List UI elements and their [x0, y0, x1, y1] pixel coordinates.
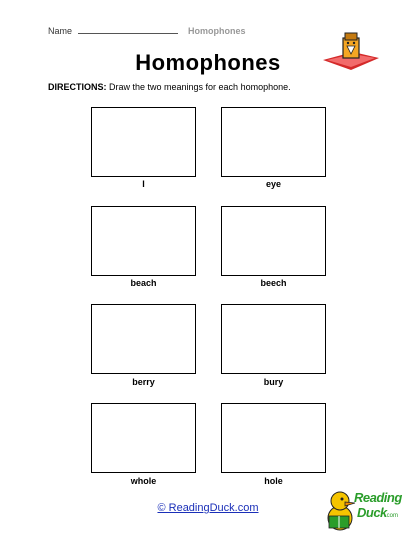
reading-duck-logo: [324, 488, 406, 534]
name-line: [78, 25, 178, 34]
word-label: hole: [264, 476, 283, 486]
drawing-box[interactable]: [91, 403, 196, 473]
word-label: eye: [265, 179, 282, 189]
directions-prefix: DIRECTIONS:: [48, 82, 107, 92]
directions: [48, 82, 291, 92]
word-label: whole: [130, 476, 157, 486]
duck-icon: [324, 488, 358, 534]
sheet-label: Homophones: [188, 26, 246, 36]
drawing-box[interactable]: [221, 403, 326, 473]
word-label: bury: [263, 377, 284, 387]
word-label: beach: [130, 278, 157, 288]
drawing-box[interactable]: [91, 107, 196, 177]
drawing-box[interactable]: [91, 206, 196, 276]
drawing-box[interactable]: [91, 304, 196, 374]
directions-text: Draw the two meanings for each homophone.: [106, 82, 291, 92]
drawing-box[interactable]: [221, 304, 326, 374]
name-header: [48, 25, 246, 36]
name-label: Name: [48, 26, 73, 36]
word-label: I: [142, 179, 145, 189]
logo-suffix: .com: [385, 513, 399, 519]
page-title: Homophones: [135, 50, 281, 75]
drawing-box[interactable]: [221, 107, 326, 177]
drawing-box[interactable]: [221, 206, 326, 276]
logo-line1: Reading: [354, 490, 402, 505]
word-label: beech: [260, 278, 287, 288]
footer-link[interactable]: © ReadingDuck.com: [157, 502, 259, 514]
logo-line2: Duck: [357, 505, 387, 520]
word-label: berry: [132, 377, 155, 387]
